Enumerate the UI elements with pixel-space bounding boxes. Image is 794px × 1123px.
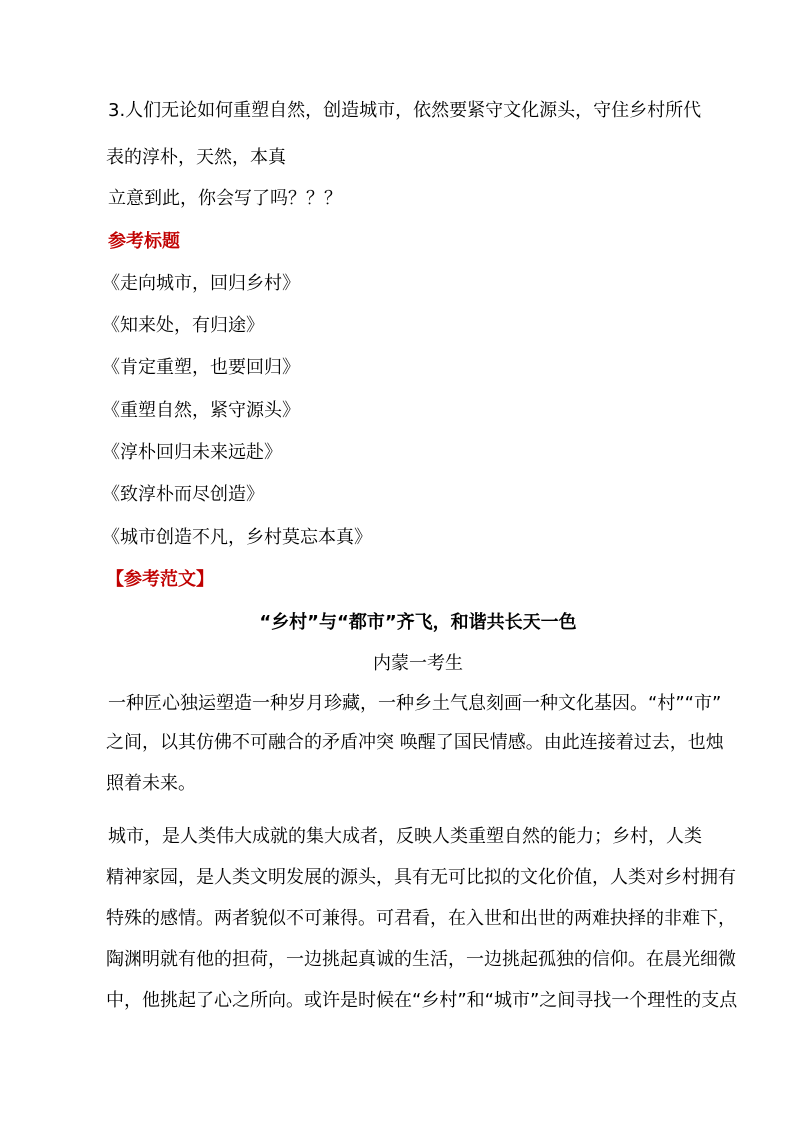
question-line: 立意到此，你会写了吗？？？	[108, 188, 342, 209]
essay-paragraph-1-line: 之间，以其仿佛不可融合的矛盾冲突 唤醒了国民情感。由此连接着过去，也烛	[106, 732, 724, 753]
reference-title-item: 《重塑自然，紧守源头》	[102, 400, 300, 421]
essay-paragraph-1-line: 照着未来。	[106, 773, 196, 794]
essay-paragraph-1-line: 一种匠心独运塑造一种岁月珍藏，一种乡土气息刻画一种文化基因。“村”“市”	[108, 693, 722, 714]
sample-essay-heading: 【参考范文】	[106, 569, 214, 590]
reference-title-item: 《走向城市，回归乡村》	[102, 273, 300, 294]
essay-title: “乡村”与“都市”齐飞，和谐共长天一色	[259, 612, 577, 633]
essay-paragraph-2-line: 精神家园，是人类文明发展的源头，具有无可比拟的文化价值，人类对乡村拥有	[106, 867, 736, 888]
essay-paragraph-2-line: 城市，是人类伟大成就的集大成者，反映人类重塑自然的能力；乡村，人类	[108, 826, 702, 847]
reference-titles-heading: 参考标题	[108, 231, 180, 252]
essay-paragraph-2-line: 特殊的感情。两者貌似不可兼得。可君看，在入世和出世的两难抉择的非难下，	[106, 908, 736, 929]
reference-title-item: 《知来处，有归途》	[102, 315, 264, 336]
reference-title-item: 《肯定重塑，也要回归》	[102, 357, 300, 378]
essay-paragraph-2-line: 陶渊明就有他的担荷，一边挑起真诚的生活，一边挑起孤独的信仰。在晨光细微	[106, 949, 736, 970]
essay-paragraph-2-line: 中，他挑起了心之所向。或许是时候在“乡村”和“城市”之间寻找一个理性的支点	[106, 990, 738, 1011]
point-3-line-2: 表的淳朴，天然，本真	[106, 147, 286, 168]
reference-title-item: 《致淳朴而尽创造》	[102, 484, 264, 505]
reference-title-item: 《城市创造不凡，乡村莫忘本真》	[102, 527, 372, 548]
reference-title-item: 《淳朴回归未来远赴》	[102, 442, 282, 463]
point-3-line-1: 3.人们无论如何重塑自然，创造城市，依然要紧守文化源头，守住乡村所代	[108, 100, 702, 121]
essay-author: 内蒙一考生	[373, 653, 463, 674]
